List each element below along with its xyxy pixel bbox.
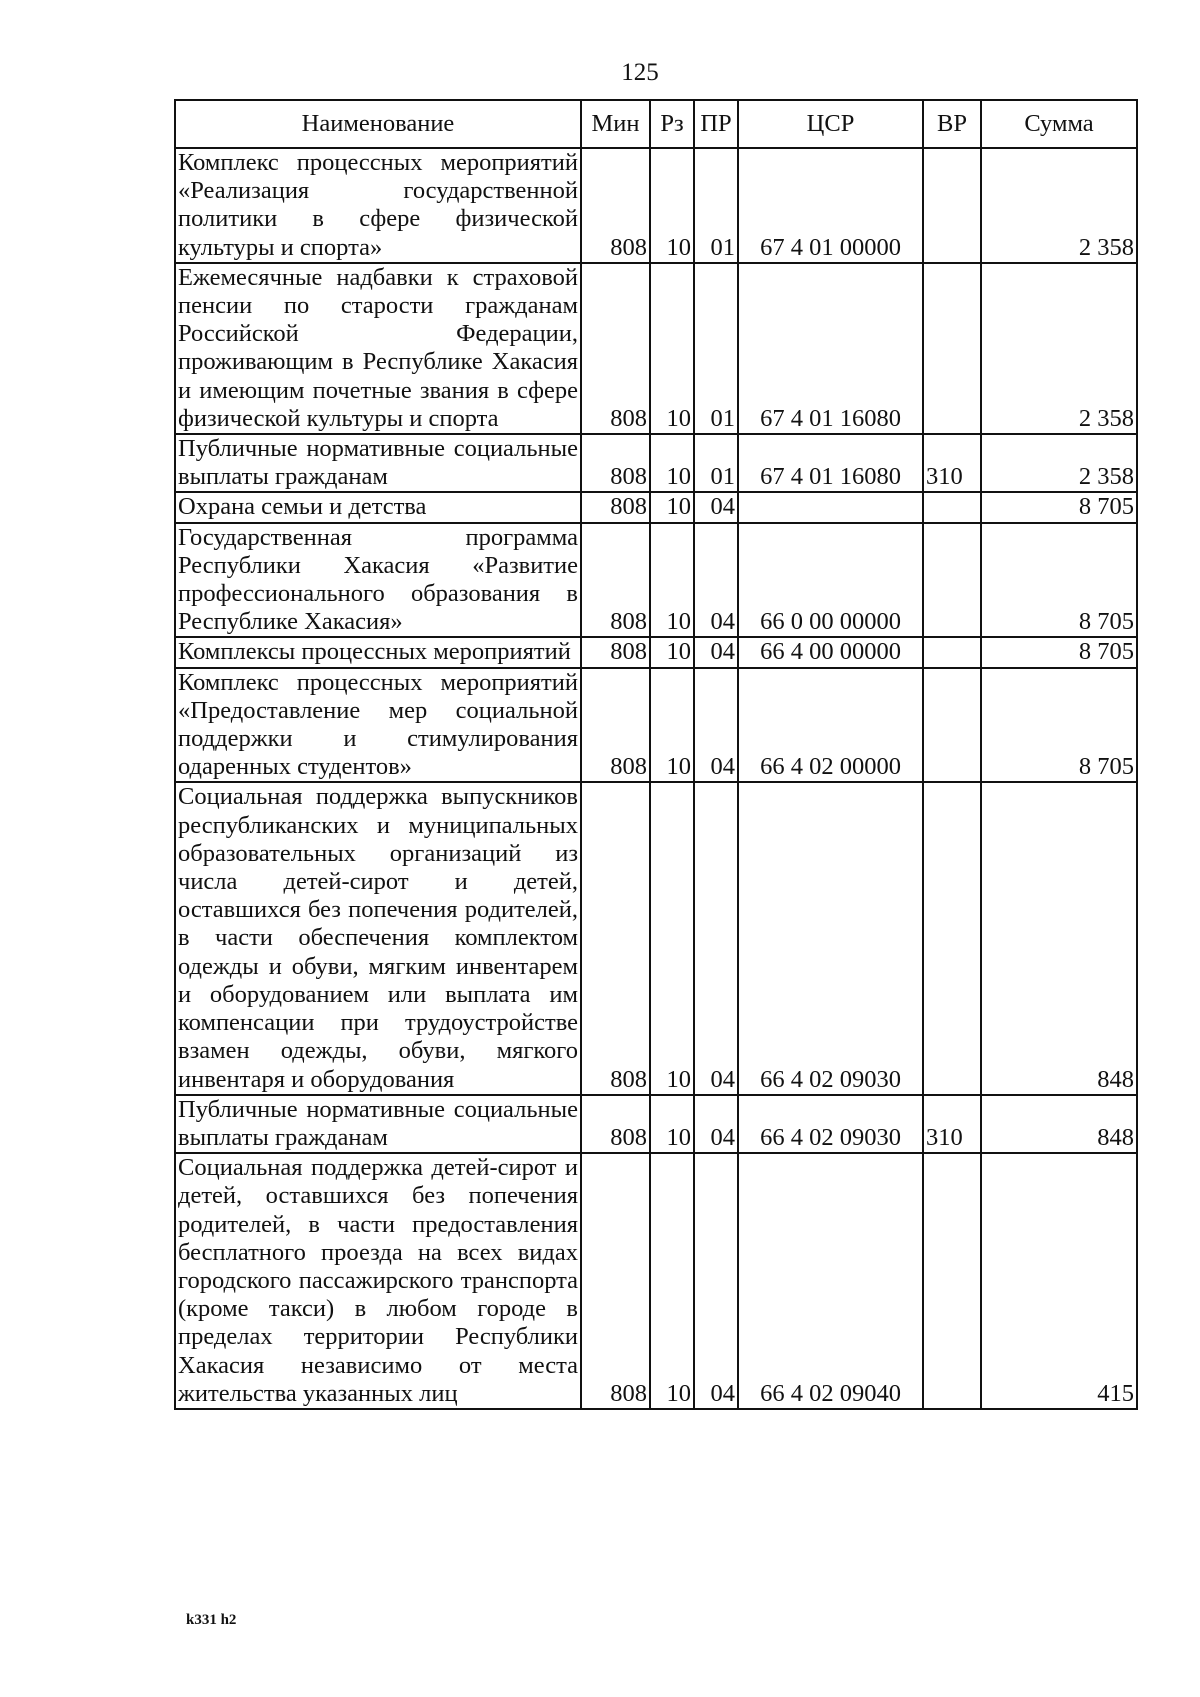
cell-rz: 10 bbox=[650, 637, 694, 667]
header-name: Наименование bbox=[175, 100, 581, 148]
header-pr: ПР bbox=[694, 100, 738, 148]
budget-table bbox=[174, 99, 1138, 1410]
cell-name: Социальная поддержка детей-сирот и детей, оставшихся без попечения родителей, в части предоставления бесплатного проезда на всех видах городского пассажирского транспорта (кроме такси) в любом городе в пределах территории Республики Хакасия независимо от места жительства указанных лиц bbox=[175, 1153, 581, 1409]
cell-name: Комплексы процессных мероприятий bbox=[175, 637, 581, 667]
cell-csr: 66 0 00 00000 bbox=[738, 523, 923, 638]
table-row bbox=[175, 263, 1137, 434]
cell-vr bbox=[923, 1153, 981, 1409]
cell-rz: 10 bbox=[650, 263, 694, 434]
cell-min: 808 bbox=[581, 148, 650, 263]
cell-pr: 04 bbox=[694, 1153, 738, 1409]
header-min: Мин bbox=[581, 100, 650, 148]
cell-pr: 04 bbox=[694, 668, 738, 783]
table-row bbox=[175, 637, 1137, 667]
cell-vr bbox=[923, 492, 981, 522]
cell-vr: 310 bbox=[923, 434, 981, 492]
cell-sum: 2 358 bbox=[981, 263, 1137, 434]
cell-rz: 10 bbox=[650, 148, 694, 263]
cell-min: 808 bbox=[581, 1095, 650, 1153]
table-row bbox=[175, 492, 1137, 522]
cell-rz: 10 bbox=[650, 668, 694, 783]
cell-rz: 10 bbox=[650, 492, 694, 522]
cell-name: Социальная поддержка выпускников республиканских и муниципальных образовательных организаций из числа детей-сирот и детей, оставшихся без попечения родителей, в части обеспечения комплектом одежды и обуви, мягким инвентарем и оборудованием или выплата им компенсации при трудоустройстве взамен одежды, обуви, мягкого инвентаря и оборудования bbox=[175, 782, 581, 1094]
cell-name: Государственная программа Республики Хакасия «Развитие профессионального образования в Республике Хакасия» bbox=[175, 523, 581, 638]
cell-vr bbox=[923, 148, 981, 263]
table-row bbox=[175, 148, 1137, 263]
cell-vr bbox=[923, 668, 981, 783]
cell-rz: 10 bbox=[650, 1095, 694, 1153]
cell-rz: 10 bbox=[650, 1153, 694, 1409]
table-row bbox=[175, 434, 1137, 492]
cell-csr: 67 4 01 16080 bbox=[738, 263, 923, 434]
cell-csr: 66 4 02 09030 bbox=[738, 1095, 923, 1153]
footer-code: k331 h2 bbox=[186, 1612, 237, 1628]
cell-csr: 66 4 02 09040 bbox=[738, 1153, 923, 1409]
table-row bbox=[175, 1153, 1137, 1409]
cell-sum: 415 bbox=[981, 1153, 1137, 1409]
cell-csr: 66 4 02 09030 bbox=[738, 782, 923, 1094]
cell-vr bbox=[923, 782, 981, 1094]
cell-rz: 10 bbox=[650, 782, 694, 1094]
cell-csr: 66 4 02 00000 bbox=[738, 668, 923, 783]
cell-pr: 01 bbox=[694, 263, 738, 434]
cell-rz: 10 bbox=[650, 523, 694, 638]
cell-pr: 04 bbox=[694, 523, 738, 638]
header-sum: Сумма bbox=[981, 100, 1137, 148]
cell-name: Ежемесячные надбавки к страховой пенсии по старости гражданам Российской Федерации, проживающим в Республике Хакасия и имеющим почетные звания в сфере физической культуры и спорта bbox=[175, 263, 581, 434]
cell-sum: 848 bbox=[981, 782, 1137, 1094]
cell-name: Охрана семьи и детства bbox=[175, 492, 581, 522]
cell-min: 808 bbox=[581, 637, 650, 667]
table-row bbox=[175, 523, 1137, 638]
cell-min: 808 bbox=[581, 1153, 650, 1409]
cell-min: 808 bbox=[581, 434, 650, 492]
page-number: 125 bbox=[621, 59, 659, 86]
cell-csr: 67 4 01 16080 bbox=[738, 434, 923, 492]
cell-min: 808 bbox=[581, 782, 650, 1094]
cell-pr: 01 bbox=[694, 434, 738, 492]
cell-name: Комплекс процессных мероприятий «Предоставление мер социальной поддержки и стимулирования одаренных студентов» bbox=[175, 668, 581, 783]
cell-sum: 2 358 bbox=[981, 434, 1137, 492]
cell-min: 808 bbox=[581, 523, 650, 638]
cell-sum: 848 bbox=[981, 1095, 1137, 1153]
cell-vr bbox=[923, 637, 981, 667]
cell-pr: 01 bbox=[694, 148, 738, 263]
table-row bbox=[175, 782, 1137, 1094]
cell-sum: 8 705 bbox=[981, 668, 1137, 783]
cell-sum: 2 358 bbox=[981, 148, 1137, 263]
table-row bbox=[175, 1095, 1137, 1153]
cell-min: 808 bbox=[581, 263, 650, 434]
cell-sum: 8 705 bbox=[981, 492, 1137, 522]
cell-pr: 04 bbox=[694, 492, 738, 522]
cell-sum: 8 705 bbox=[981, 523, 1137, 638]
header-rz: Рз bbox=[650, 100, 694, 148]
cell-rz: 10 bbox=[650, 434, 694, 492]
cell-pr: 04 bbox=[694, 782, 738, 1094]
cell-csr bbox=[738, 492, 923, 522]
cell-name: Комплекс процессных мероприятий «Реализация государственной политики в сфере физической культуры и спорта» bbox=[175, 148, 581, 263]
cell-csr: 67 4 01 00000 bbox=[738, 148, 923, 263]
table-row bbox=[175, 668, 1137, 783]
cell-name: Публичные нормативные социальные выплаты гражданам bbox=[175, 434, 581, 492]
cell-sum: 8 705 bbox=[981, 637, 1137, 667]
cell-name: Публичные нормативные социальные выплаты гражданам bbox=[175, 1095, 581, 1153]
cell-pr: 04 bbox=[694, 1095, 738, 1153]
cell-vr bbox=[923, 263, 981, 434]
header-vr: ВР bbox=[923, 100, 981, 148]
cell-csr: 66 4 00 00000 bbox=[738, 637, 923, 667]
cell-vr bbox=[923, 523, 981, 638]
cell-min: 808 bbox=[581, 492, 650, 522]
cell-vr: 310 bbox=[923, 1095, 981, 1153]
header-row bbox=[175, 100, 1137, 148]
header-csr: ЦСР bbox=[738, 100, 923, 148]
cell-pr: 04 bbox=[694, 637, 738, 667]
cell-min: 808 bbox=[581, 668, 650, 783]
